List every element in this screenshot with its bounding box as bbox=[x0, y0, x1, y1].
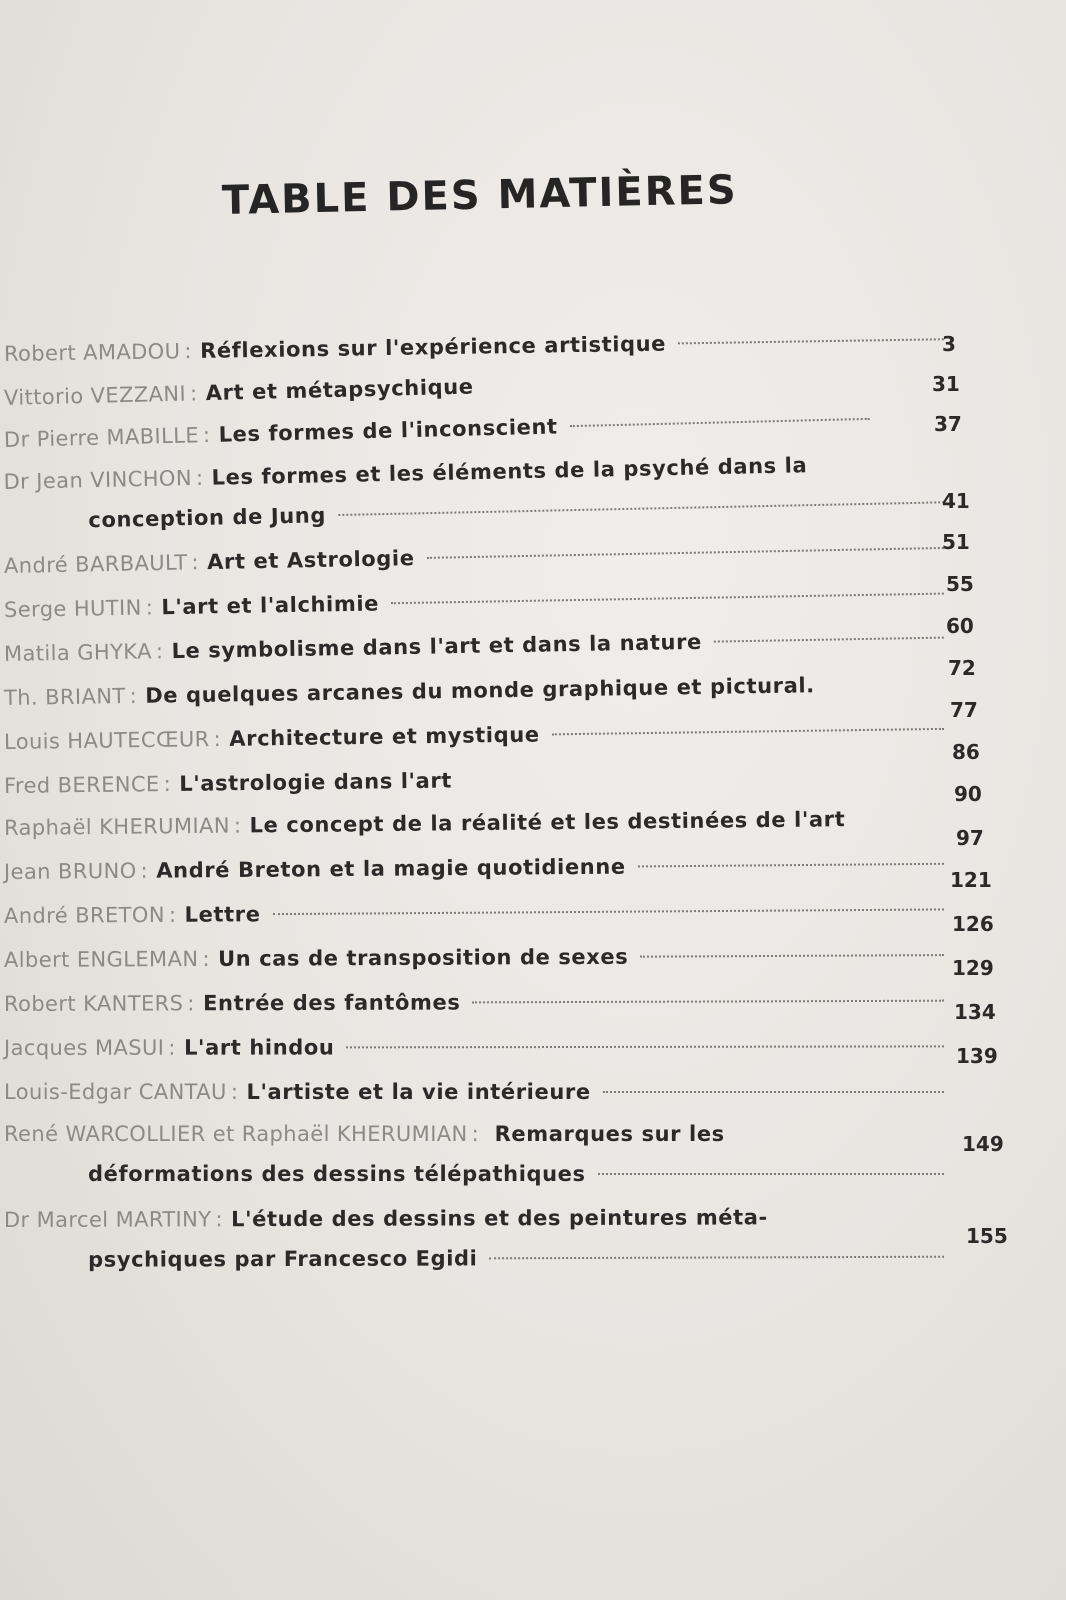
dot-leader bbox=[678, 338, 944, 344]
entry-title: Les formes et les éléments de la psyché dans la bbox=[211, 453, 808, 490]
entry-title: L'astrologie dans l'art bbox=[179, 768, 453, 796]
entry-title-continued: déformations des dessins télépathiques bbox=[88, 1162, 586, 1186]
entry-page-number: 155 bbox=[966, 1224, 1008, 1248]
entry-title: L'artiste et la vie intérieure bbox=[246, 1080, 591, 1104]
entry-page-number: 129 bbox=[952, 956, 994, 980]
toc-entry: Raphaël KHERUMIAN : Le concept de la réalité et les destinées de l'art bbox=[4, 798, 944, 848]
toc-entry: André BARBAULT : Art et Astrologie bbox=[4, 528, 945, 586]
dot-leader bbox=[489, 1256, 944, 1260]
entry-page-number: 51 bbox=[942, 530, 970, 554]
entry-page-number: 97 bbox=[956, 826, 984, 850]
entry-page-number: 149 bbox=[962, 1132, 1004, 1156]
dot-leader bbox=[346, 1045, 944, 1048]
entry-author: Dr Marcel MARTINY bbox=[3, 1207, 212, 1232]
entry-author: André BRETON bbox=[3, 902, 165, 928]
entry-page-number: 37 bbox=[934, 412, 962, 436]
entry-title-continued: conception de Jung bbox=[88, 503, 327, 533]
entry-page-number: 31 bbox=[932, 372, 960, 396]
toc-entry: Robert AMADOU : Réflexions sur l'expérience artistique bbox=[4, 319, 945, 374]
entry-author: Dr Pierre MABILLE bbox=[3, 423, 200, 452]
dot-leader bbox=[472, 1000, 944, 1004]
entry-title: Le concept de la réalité et les destinées de l'art bbox=[249, 807, 846, 838]
entry-author: Jacques MASUI bbox=[3, 1035, 165, 1060]
entry-title: Réflexions sur l'expérience artistique bbox=[199, 331, 667, 363]
dot-leader bbox=[638, 863, 944, 868]
entry-author: Robert AMADOU bbox=[3, 339, 181, 366]
toc-entry: Robert KANTERS : Entrée des fantômes bbox=[4, 981, 944, 1024]
toc-entry: Jacques MASUI : L'art hindou bbox=[4, 1026, 944, 1068]
entry-title: Architecture et mystique bbox=[229, 722, 540, 751]
toc-entry: Th. BRIANT : De quelques arcanes du monde graphique et pictural. bbox=[4, 663, 945, 718]
entry-author: René WARCOLLIER et Raphaël KHERUMIAN bbox=[4, 1122, 468, 1146]
toc-entry: Louis HAUTECŒUR : Architecture et mystique bbox=[4, 709, 944, 762]
entry-title: Le symbolisme dans l'art et dans la nature bbox=[171, 629, 703, 664]
entry-page-number: 72 bbox=[948, 656, 976, 680]
entry-page-number: 121 bbox=[950, 868, 992, 892]
entry-title: Les formes de l'inconscient bbox=[218, 414, 558, 447]
dot-leader bbox=[391, 593, 944, 605]
toc-entry: Albert ENGLEMAN : Un cas de transposition de sexes bbox=[4, 935, 944, 980]
dot-leader bbox=[486, 374, 944, 387]
entry-title: Lettre bbox=[184, 902, 261, 927]
entry-page-number: 134 bbox=[954, 1000, 996, 1024]
entry-author: Robert KANTERS bbox=[3, 991, 184, 1016]
toc-entry: Dr Jean VINCHON : Les formes et les éléments de la psyché dans la conception de Jung bbox=[3, 442, 944, 542]
entry-author: Th. BRIANT bbox=[3, 684, 126, 710]
entry-page-number: 139 bbox=[956, 1044, 998, 1068]
toc-entry: Louis-Edgar CANTAU : L'artiste et la vie intérieure bbox=[4, 1072, 944, 1112]
toc-entry: Dr Marcel MARTINY : L'étude des dessins et des peintures méta- psychiques par Francesco Egidi bbox=[4, 1197, 944, 1280]
toc-entry: Jean BRUNO : André Breton et la magie quotidienne bbox=[4, 844, 944, 892]
entry-author: Matila GHYKA bbox=[3, 639, 153, 666]
dot-leader bbox=[552, 728, 944, 735]
entry-page-number: 86 bbox=[952, 740, 980, 764]
entry-title: André Breton et la magie quotidienne bbox=[156, 854, 626, 883]
dot-leader bbox=[272, 908, 943, 915]
dot-leader bbox=[603, 1091, 944, 1093]
entry-page-number: 3 bbox=[942, 332, 956, 356]
dot-leader bbox=[714, 637, 944, 643]
dot-leader bbox=[598, 1173, 944, 1175]
dot-leader bbox=[338, 501, 944, 516]
entry-author: Serge HUTIN bbox=[3, 595, 142, 622]
entry-page-number: 126 bbox=[952, 912, 994, 936]
page-title: TABLE DES MATIÈRES bbox=[221, 167, 739, 224]
toc-entry: Dr Pierre MABILLE : Les formes de l'inconscient bbox=[4, 397, 945, 460]
entry-title: Remarques sur les bbox=[494, 1122, 725, 1146]
entry-title: L'art et l'alchimie bbox=[161, 591, 380, 620]
entry-title: Art et Astrologie bbox=[206, 546, 415, 575]
entry-author: Albert ENGLEMAN bbox=[3, 946, 199, 972]
entry-author: Fred BERENCE bbox=[3, 772, 160, 798]
toc-entry: André BRETON : Lettre bbox=[4, 889, 944, 936]
toc-entry: Serge HUTIN : L'art et l'alchimie bbox=[4, 574, 945, 630]
entry-author: Jean BRUNO bbox=[3, 858, 137, 884]
entry-title: L'art hindou bbox=[184, 1035, 335, 1060]
entry-page-number: 60 bbox=[946, 614, 974, 638]
entry-author: Dr Jean VINCHON bbox=[3, 466, 193, 495]
entry-author: Raphaël KHERUMIAN bbox=[3, 813, 231, 840]
toc-entry: Matila GHYKA : Le symbolisme dans l'art et dans la nature bbox=[4, 618, 945, 674]
toc-entry: Vittorio VEZZANI : Art et métapsychique bbox=[4, 355, 945, 418]
entry-author: Vittorio VEZZANI bbox=[3, 381, 187, 410]
entry-page-number: 90 bbox=[954, 782, 982, 806]
entry-title-continued: psychiques par Francesco Egidi bbox=[88, 1246, 478, 1272]
entry-page-number: 77 bbox=[950, 698, 978, 722]
dot-leader bbox=[570, 418, 870, 427]
entry-author: Louis-Edgar CANTAU bbox=[4, 1080, 227, 1104]
toc-entry: René WARCOLLIER et Raphaël KHERUMIAN : Remarques sur les déformations des dessins télépathiques bbox=[4, 1114, 944, 1194]
entry-title: Art et métapsychique bbox=[205, 374, 474, 406]
entry-title: L'étude des dessins et des peintures méta- bbox=[231, 1205, 768, 1232]
entry-title: De quelques arcanes du monde graphique et pictural. bbox=[145, 673, 815, 708]
entry-title: Entrée des fantômes bbox=[203, 990, 461, 1016]
entry-author: Louis HAUTECŒUR bbox=[3, 727, 210, 754]
dot-leader bbox=[640, 954, 944, 958]
entry-page-number: 41 bbox=[942, 489, 970, 513]
entry-author: André BARBAULT bbox=[3, 550, 188, 578]
entry-page-number: 55 bbox=[946, 572, 974, 596]
toc-entry: Fred BERENCE : L'astrologie dans l'art bbox=[4, 755, 944, 806]
dot-leader bbox=[427, 547, 944, 559]
entry-title: Un cas de transposition de sexes bbox=[218, 944, 629, 971]
